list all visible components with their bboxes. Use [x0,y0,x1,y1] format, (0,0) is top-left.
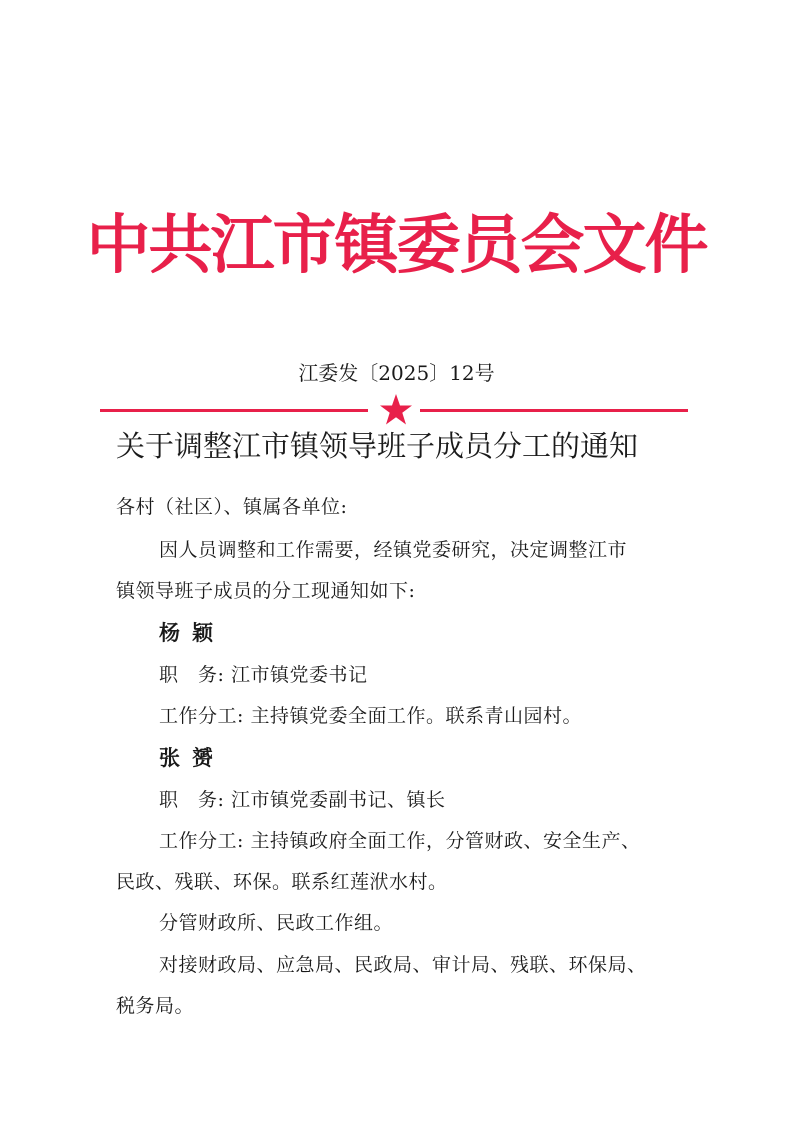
intro-line-2: 镇领导班子成员的分工现通知如下: [116,580,416,602]
document-number: 江委发〔2025〕12号 [298,361,495,385]
masthead-title: 中共江市镇委员会文件 [86,208,707,283]
member-position: 职 务: 江市镇党委副书记、镇长 [159,789,446,811]
member-liaison-line-1: 对接财政局、应急局、民政局、审计局、残联、环保局、 [159,954,647,976]
star-icon [379,393,413,427]
document-subject: 关于调整江市镇领导班子成员分工的通知 [116,429,639,463]
member-liaison-line-2: 税务局。 [116,995,195,1017]
red-divider-right [420,409,688,412]
member-duties-line-2: 民政、残联、环保。联系红莲洑水村。 [116,871,448,893]
intro-line-1: 因人员调整和工作需要，经镇党委研究，决定调整江市 [159,539,628,561]
member-name: 杨颖 [159,621,225,645]
salutation: 各村（社区）、镇属各单位: [116,496,348,518]
member-duties-line-1: 工作分工: 主持镇政府全面工作，分管财政、安全生产、 [159,830,641,852]
member-position: 职 务: 江市镇党委书记 [159,664,368,686]
member-name: 张赟 [159,746,225,770]
member-departments: 分管财政所、民政工作组。 [159,912,394,934]
member-duties: 工作分工: 主持镇党委全面工作。联系青山园村。 [159,705,582,727]
red-divider-left [100,409,368,412]
